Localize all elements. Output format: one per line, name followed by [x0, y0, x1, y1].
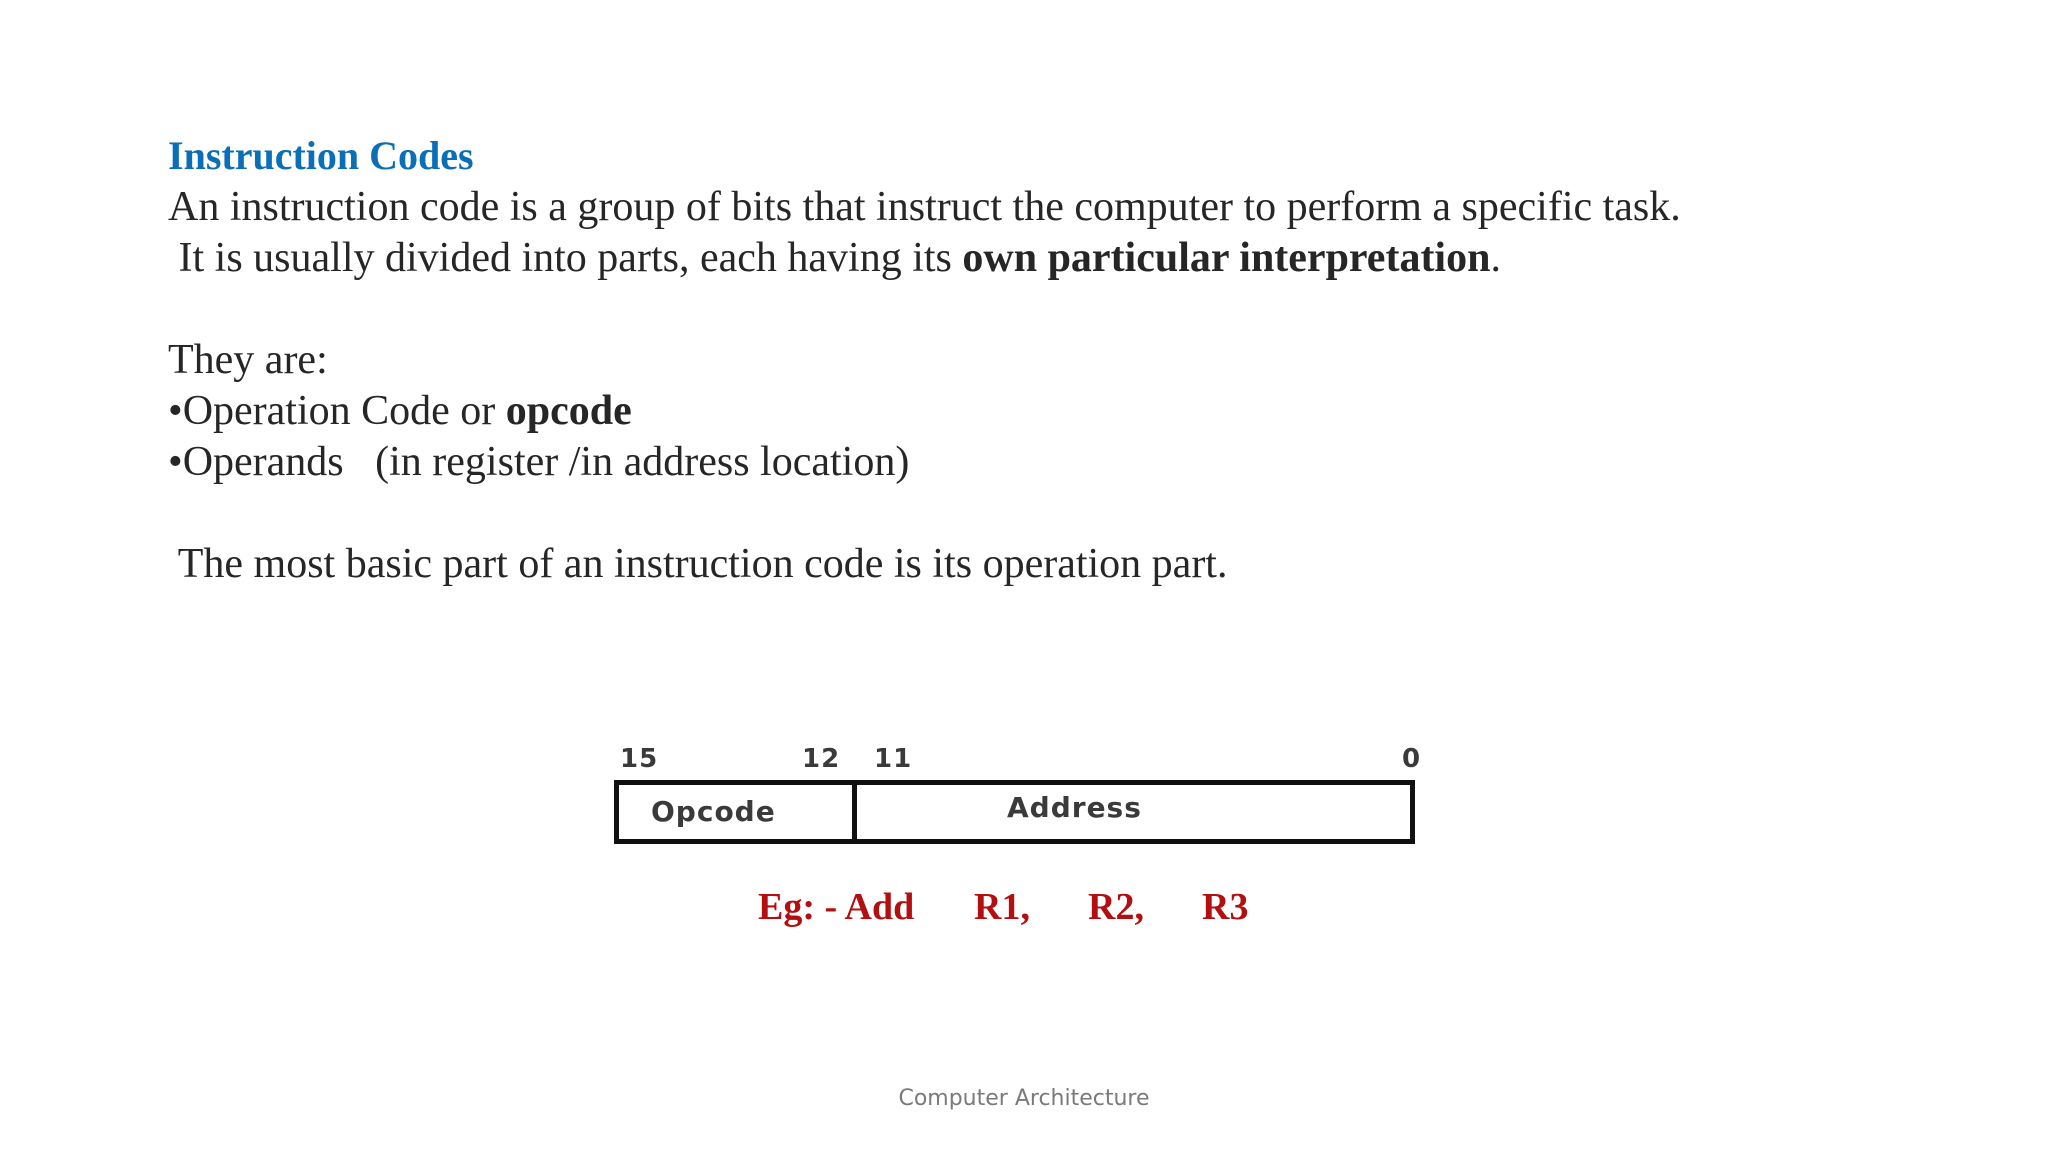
- bullet-opcode-text: •Operation Code or: [168, 388, 506, 434]
- opcode-field-label: Opcode: [651, 795, 776, 828]
- opcode-field: [614, 780, 857, 844]
- address-field: [852, 780, 1415, 844]
- definition-line-1: An instruction code is a group of bits that instruct the computer to perform a specific task.: [168, 184, 1681, 230]
- bullet-opcode: [168, 386, 1968, 437]
- bit-label-12: 12: [802, 744, 841, 774]
- spacer: [168, 284, 1968, 335]
- example-register-r1: R1,: [974, 886, 1030, 928]
- bullet-operands: •Operands (in register /in address location): [168, 439, 910, 485]
- slide-content: [168, 130, 1968, 590]
- example-instruction: Eg: - Add: [758, 886, 915, 928]
- definition-line-2-end: .: [1490, 235, 1501, 281]
- bullet-opcode-emphasis: opcode: [505, 388, 632, 434]
- basic-part-statement: The most basic part of an instruction code is its operation part.: [168, 541, 1228, 587]
- spacer: [168, 488, 1968, 539]
- bit-label-15: 15: [620, 744, 659, 774]
- definition-emphasis: own particular interpretation: [962, 235, 1491, 281]
- definition-line-2: [168, 233, 1968, 284]
- example-register-r2: R2,: [1088, 886, 1144, 928]
- list-intro: They are:: [168, 337, 328, 383]
- instruction-format-diagram: [612, 740, 1432, 860]
- address-field-label: Address: [1007, 791, 1142, 824]
- bit-label-0: 0: [1402, 744, 1422, 774]
- bit-label-11: 11: [874, 744, 913, 774]
- example-register-r3: R3: [1202, 886, 1249, 928]
- slide-footer: Computer Architecture: [898, 1086, 1150, 1111]
- definition-line-2-start: It is usually divided into parts, each having its: [168, 235, 963, 281]
- slide-title: Instruction Codes: [168, 133, 474, 178]
